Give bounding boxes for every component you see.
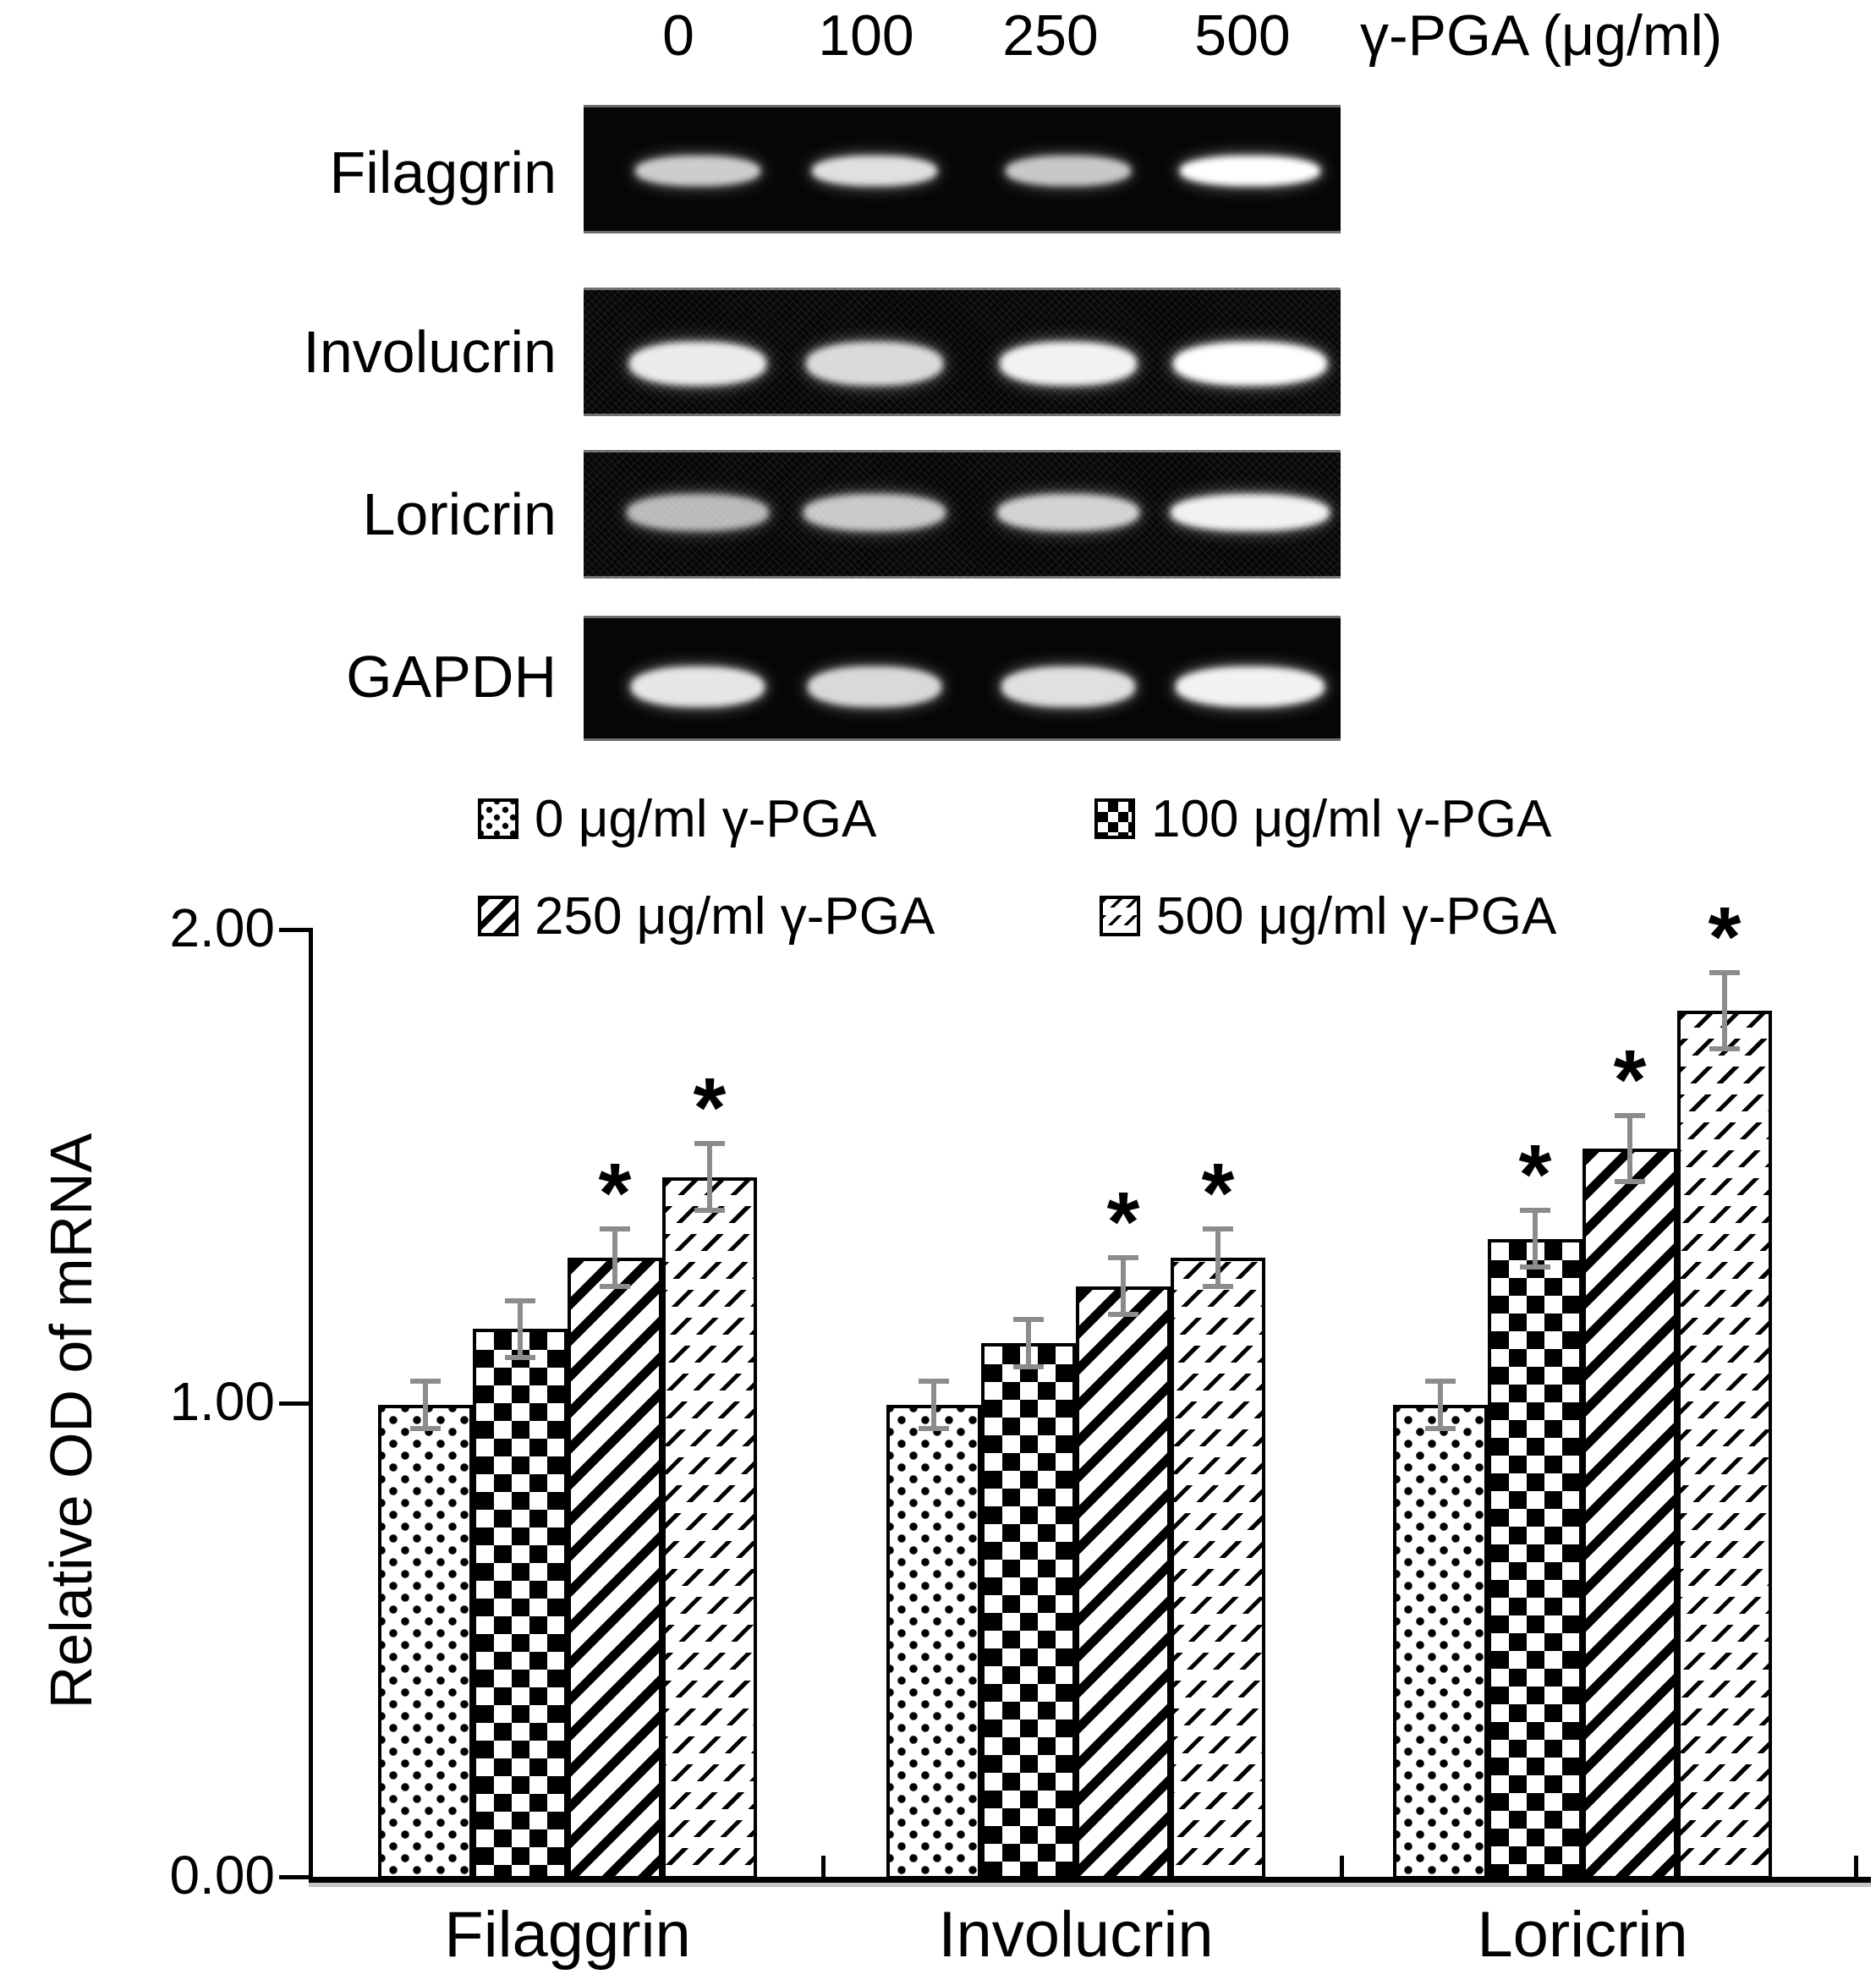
legend-swatch-250ug: [478, 896, 518, 936]
error-bar-cap: [1709, 1046, 1740, 1051]
bar-filaggrin-0ug: [378, 1405, 473, 1879]
error-bar-cap: [1013, 1317, 1044, 1322]
bar-involucrin-500ug: [1171, 1258, 1265, 1879]
x-tick-group-1: [821, 1856, 826, 1879]
y-tick-1: [279, 1401, 311, 1406]
legend-swatch-500ug: [1100, 896, 1140, 936]
error-bar-cap: [1203, 1284, 1233, 1289]
gel-band: [631, 666, 765, 707]
gel-band: [1171, 494, 1330, 531]
y-tick-label-0: 0.00: [169, 1845, 275, 1906]
error-bar-cap: [1425, 1379, 1456, 1384]
bar-loricrin-250ug: [1583, 1149, 1677, 1879]
gel-band: [997, 494, 1139, 531]
error-bar-cap: [600, 1284, 630, 1289]
error-bar: [423, 1381, 428, 1429]
gel-band: [635, 156, 760, 186]
dose-unit-label: γ-PGA (μg/ml): [1360, 3, 1723, 68]
gel-band: [806, 342, 943, 386]
bar-filaggrin-100ug: [473, 1329, 568, 1879]
gel-band: [629, 342, 766, 386]
gel-band: [1006, 156, 1131, 186]
significance-asterisk: *: [1708, 890, 1742, 985]
gel-band: [1176, 666, 1325, 707]
y-tick-2: [279, 928, 311, 932]
error-bar-cap: [410, 1426, 441, 1431]
error-bar-cap: [1013, 1364, 1044, 1369]
gel-band: [1173, 342, 1326, 386]
gel-row-label-filaggrin: Filaggrin: [329, 140, 557, 206]
legend-swatch-0ug: [478, 798, 518, 839]
gel-band: [1000, 342, 1137, 386]
legend-label-0ug: 0 μg/ml γ-PGA: [535, 790, 877, 848]
error-bar: [931, 1381, 936, 1429]
bar-involucrin-100ug: [981, 1343, 1076, 1879]
y-axis-title: Relative OD of mRNA: [38, 1133, 104, 1709]
bar-loricrin-100ug: [1488, 1239, 1583, 1879]
gel-panel-loricrin: [584, 450, 1341, 579]
error-bar-cap: [505, 1298, 535, 1303]
gel-band: [1001, 666, 1135, 707]
category-label-filaggrin: Filaggrin: [444, 1899, 691, 1971]
error-bar-cap: [919, 1426, 949, 1431]
gel-row-label-gapdh: GAPDH: [346, 644, 557, 710]
significance-asterisk: *: [693, 1061, 727, 1156]
error-bar: [1026, 1319, 1031, 1367]
y-tick-label-1: 1.00: [169, 1371, 275, 1432]
significance-asterisk: *: [1518, 1127, 1552, 1222]
dose-label-250: 250: [1002, 3, 1099, 68]
error-bar-cap: [505, 1355, 535, 1360]
dose-label-500: 500: [1194, 3, 1291, 68]
gel-band: [627, 494, 769, 531]
gel-panel-filaggrin: [584, 105, 1341, 233]
bar-involucrin-0ug: [886, 1405, 981, 1879]
significance-asterisk: *: [1201, 1146, 1235, 1242]
x-tick-group-3: [1854, 1856, 1858, 1879]
legend-label-500ug: 500 μg/ml γ-PGA: [1156, 887, 1557, 946]
error-bar-cap: [1615, 1179, 1645, 1184]
error-bar-cap: [1108, 1312, 1138, 1317]
dose-label-0: 0: [662, 3, 694, 68]
significance-asterisk: *: [598, 1146, 632, 1242]
bar-loricrin-500ug: [1677, 1011, 1772, 1879]
y-tick-label-2: 2.00: [169, 897, 275, 958]
error-bar: [518, 1301, 523, 1357]
gel-panel-involucrin: [584, 288, 1341, 416]
error-bar-cap: [694, 1208, 725, 1213]
bar-involucrin-250ug: [1076, 1286, 1171, 1879]
gel-row-label-involucrin: Involucrin: [303, 319, 557, 385]
category-label-involucrin: Involucrin: [938, 1899, 1214, 1971]
legend-label-100ug: 100 μg/ml γ-PGA: [1151, 790, 1552, 848]
gel-row-label-loricrin: Loricrin: [362, 481, 557, 547]
dose-label-100: 100: [818, 3, 914, 68]
error-bar-cap: [919, 1379, 949, 1384]
gel-band: [812, 156, 937, 186]
legend-swatch-100ug: [1094, 798, 1135, 839]
gel-band: [1180, 156, 1320, 186]
error-bar-cap: [410, 1379, 441, 1384]
significance-asterisk: *: [1613, 1032, 1647, 1127]
x-tick-group-2: [1340, 1856, 1344, 1879]
gel-panel-gapdh: [584, 616, 1341, 741]
error-bar: [1438, 1381, 1443, 1429]
bar-filaggrin-500ug: [662, 1177, 757, 1879]
gel-band: [804, 494, 946, 531]
legend-label-250ug: 250 μg/ml γ-PGA: [535, 887, 935, 946]
bar-filaggrin-250ug: [568, 1258, 662, 1879]
category-label-loricrin: Loricrin: [1477, 1899, 1688, 1971]
y-tick-0: [279, 1875, 311, 1879]
significance-asterisk: *: [1106, 1175, 1140, 1270]
bar-loricrin-0ug: [1393, 1405, 1488, 1879]
gel-band: [808, 666, 941, 707]
error-bar-cap: [1425, 1426, 1456, 1431]
error-bar-cap: [1520, 1264, 1550, 1270]
